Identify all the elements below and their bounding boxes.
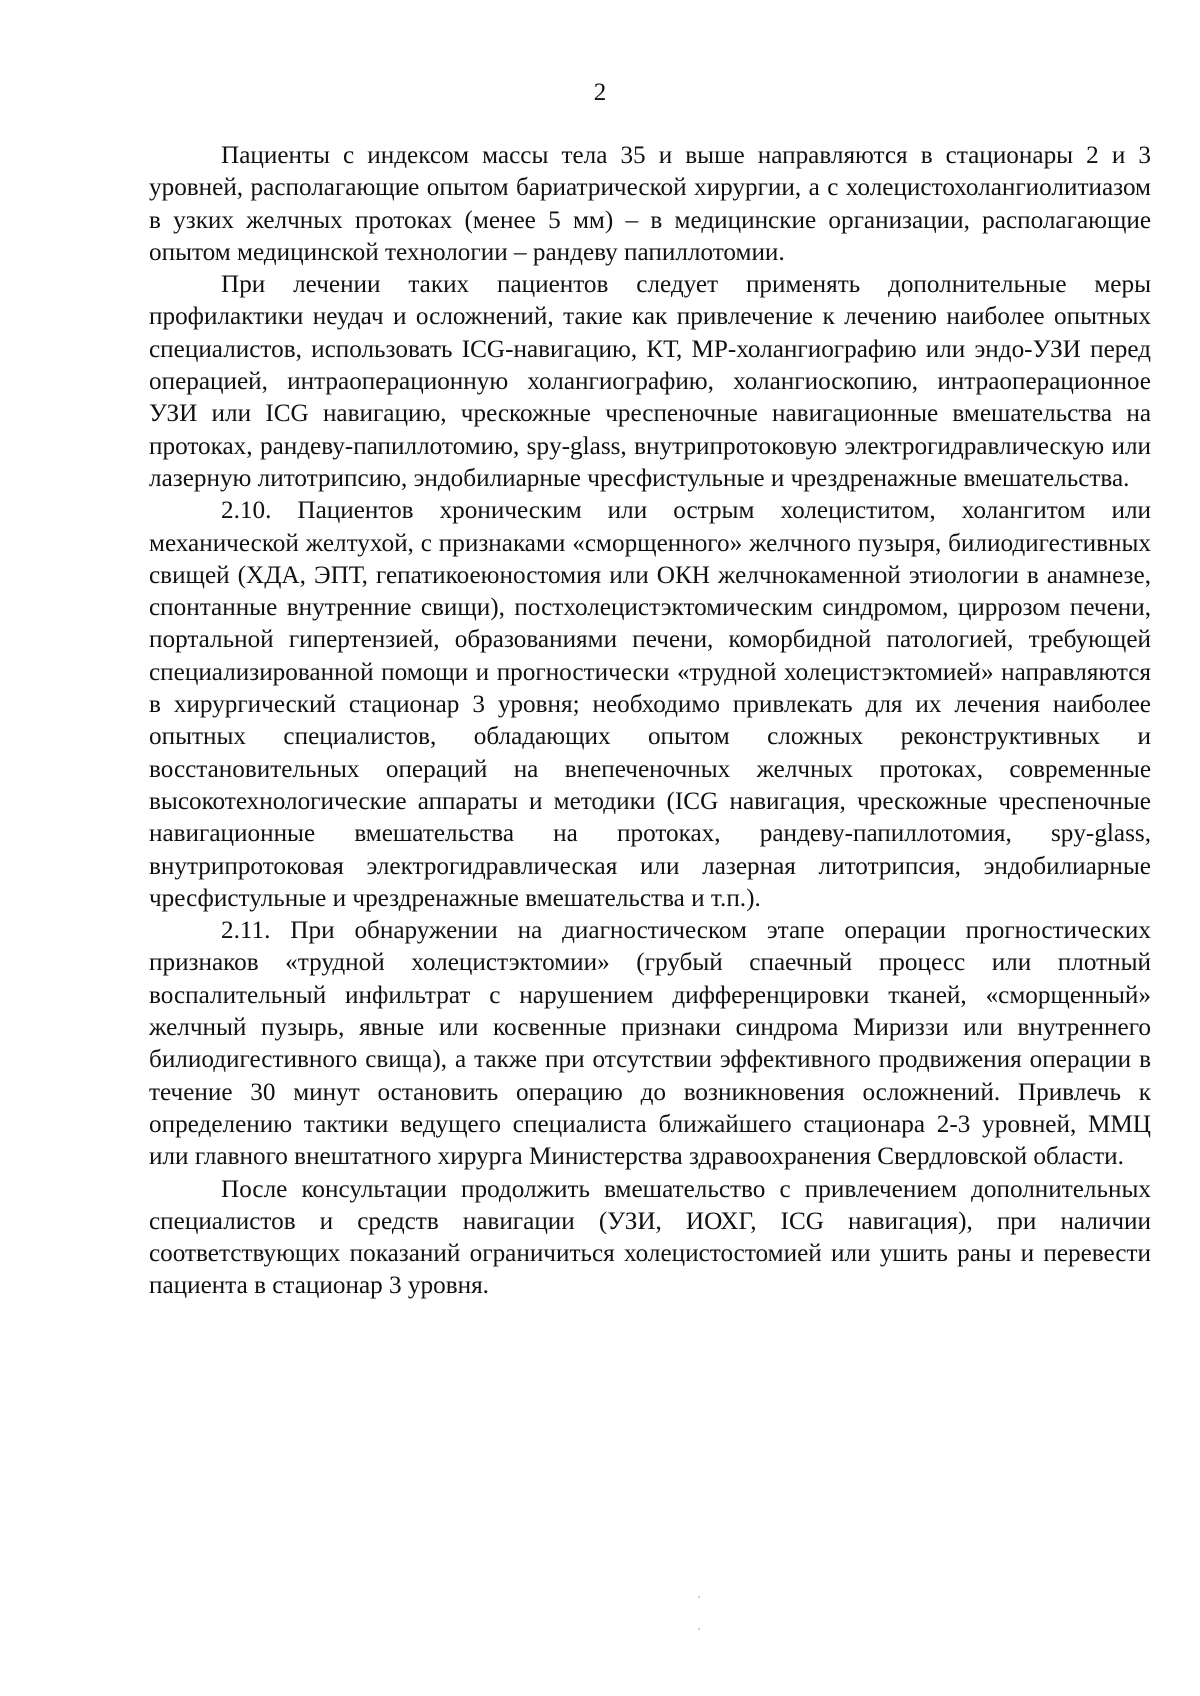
page-number: 2 <box>593 79 607 106</box>
scan-speck <box>698 1628 700 1630</box>
paragraph-2-10: 2.10. Пациентов хроническим или острым холециститом, холангитом или механической желтухой, с признаками «сморщенного» желчного пузыря, билиодигестивных свищей (ХДА, ЭПТ, гепатикоеюностомия или ОКН желчнокаменной этиологии в анамнезе, спонтанные внутренние свищи), постхолецистэктомическим синдромом, циррозом печени, портальной гипертензией, образованиями печени, коморбидной патологией, требующей специализированной помощи и прогностически «трудной холецистэктомией» направляются в хирургический стационар 3 уровня; необходимо привлекать для их лечения наиболее опытных специалистов, обладающих опытом сложных реконструктивных и восстановительных операций на внепеченочных желчных протоках, современные высокотехнологические аппараты и методики (ICG навигация, чрескожные чреспеночные навигационные вмешательства на протоках, рандеву-папиллотомия, spy-glass, внутрипротоковая электрогидравлическая или лазерная литотрипсия, эндобилиарные чресфистульные и чрездренажные вмешательства и т.п.). <box>149 497 1151 912</box>
paragraph-2-11: 2.11. При обнаружении на диагностическом этапе операции прогностических признаков «трудной холецистэктомии» (грубый спаечный процесс или плотный воспалительный инфильтрат с нарушением дифференцировки тканей, «сморщенный» желчный пузырь, явные или косвенные признаки синдрома Мириззи или внутреннего билиодигестивного свища), а также при отсутствии эффективного продвижения операции в течение 30 минут остановить операцию до возникновения осложнений. Привлечь к определению тактики ведущего специалиста ближайшего стационара 2-3 уровней, ММЦ или главного внештатного хирурга Министерства здравоохранения Свердловской области. <box>149 917 1151 1171</box>
scan-speck <box>698 1596 700 1598</box>
paragraph-after-consultation: После консультации продолжить вмешательство с привлечением дополнительных специалистов и средств навигации (УЗИ, ИОХГ, ICG навигация), при наличии соответствующих показаний ограничиться холецистостомией или ушить раны и перевести пациента в стационар 3 уровня. <box>149 1175 1151 1300</box>
paragraph-prevention-measures: При лечении таких пациентов следует применять дополнительные меры профилактики неудач и осложнений, такие как привлечение к лечению наиболее опытных специалистов, использовать ICG-навигацию, КТ, МР-холангиографию или эндо-УЗИ перед операцией, интраоперационную холангиографию, холангиоскопию, интраоперационное УЗИ или ICG навигацию, чрескожные чреспеночные навигационные вмешательства на протоках, рандеву-папиллотомию, spy-glass, внутрипротоковую электрогидравлическую или лазерную литотрипсию, эндобилиарные чресфистульные и чрездренажные вмешательства. <box>149 271 1151 492</box>
document-body <box>149 140 1151 1303</box>
paragraph-bmi-referral: Пациенты с индексом массы тела 35 и выше направляются в стационары 2 и 3 уровней, располагающие опытом бариатрической хирургии, а с холецистохолангиолитиазом в узких желчных протоках (менее 5 мм) – в медицинские организации, располагающие опытом медицинской технологии – рандеву папиллотомии. <box>149 142 1151 266</box>
